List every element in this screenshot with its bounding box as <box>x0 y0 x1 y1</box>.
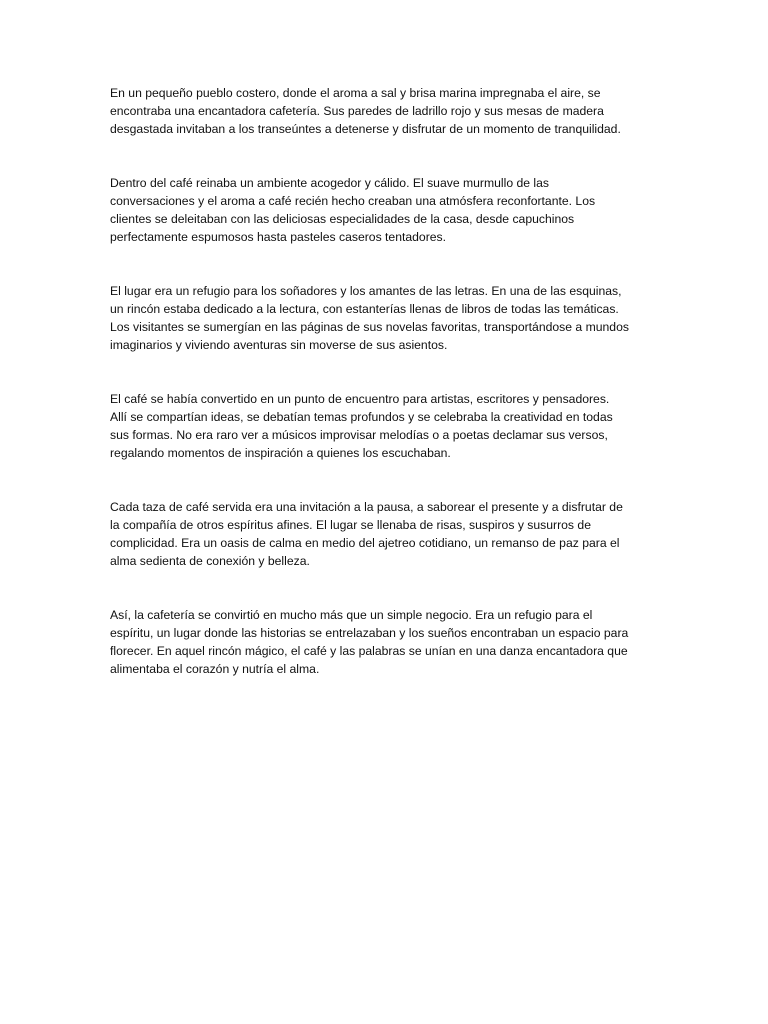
paragraph-line: encontraba una encantadora cafetería. Sus paredes de ladrillo rojo y sus mesas de madera <box>110 104 604 118</box>
document-body <box>110 84 666 714</box>
paragraph-line: florecer. En aquel rincón mágico, el café y las palabras se unían en una danza encantadora que <box>110 644 628 658</box>
paragraph-3 <box>110 282 666 354</box>
paragraph-1 <box>110 84 666 138</box>
paragraph-line: El lugar era un refugio para los soñadores y los amantes de las letras. En una de las esquinas, <box>110 284 622 298</box>
paragraph-line: regalando momentos de inspiración a quienes los escuchaban. <box>110 446 451 460</box>
paragraph-2 <box>110 174 666 246</box>
paragraph-line: Allí se compartían ideas, se debatían temas profundos y se celebraba la creatividad en todas <box>110 410 613 424</box>
paragraph-4 <box>110 390 666 462</box>
paragraph-5 <box>110 498 666 570</box>
paragraph-line: sus formas. No era raro ver a músicos improvisar melodías o a poetas declamar sus versos, <box>110 428 608 442</box>
paragraph-line: la compañía de otros espíritus afines. El lugar se llenaba de risas, suspiros y susurros de <box>110 518 591 532</box>
paragraph-line: El café se había convertido en un punto de encuentro para artistas, escritores y pensadores. <box>110 392 610 406</box>
paragraph-line: Dentro del café reinaba un ambiente acogedor y cálido. El suave murmullo de las <box>110 176 549 190</box>
paragraph-line: clientes se deleitaban con las deliciosas especialidades de la casa, desde capuchinos <box>110 212 575 226</box>
paragraph-line: alimentaba el corazón y nutría el alma. <box>110 662 320 676</box>
paragraph-line: Así, la cafetería se convirtió en mucho más que un simple negocio. Era un refugio para el <box>110 608 593 622</box>
paragraph-line: conversaciones y el aroma a café recién hecho creaban una atmósfera reconfortante. Los <box>110 194 596 208</box>
paragraph-line: Cada taza de café servida era una invitación a la pausa, a saborear el presente y a disfrutar de <box>110 500 623 514</box>
paragraph-6 <box>110 606 666 678</box>
paragraph-line: imaginarios y viviendo aventuras sin moverse de sus asientos. <box>110 338 448 352</box>
paragraph-line: un rincón estaba dedicado a la lectura, con estanterías llenas de libros de todas las temáticas. <box>110 302 619 316</box>
paragraph-line: complicidad. Era un oasis de calma en medio del ajetreo cotidiano, un remanso de paz para el <box>110 536 620 550</box>
paragraph-line: En un pequeño pueblo costero, donde el aroma a sal y brisa marina impregnaba el aire, se <box>110 86 601 100</box>
paragraph-line: perfectamente espumosos hasta pasteles caseros tentadores. <box>110 230 447 244</box>
paragraph-line: desgastada invitaban a los transeúntes a detenerse y disfrutar de un momento de tranquilidad. <box>110 122 621 136</box>
paragraph-line: espíritu, un lugar donde las historias se entrelazaban y los sueños encontraban un espacio para <box>110 626 629 640</box>
paragraph-line: Los visitantes se sumergían en las páginas de sus novelas favoritas, transportándose a mundos <box>110 320 629 334</box>
paragraph-line: alma sedienta de conexión y belleza. <box>110 554 310 568</box>
